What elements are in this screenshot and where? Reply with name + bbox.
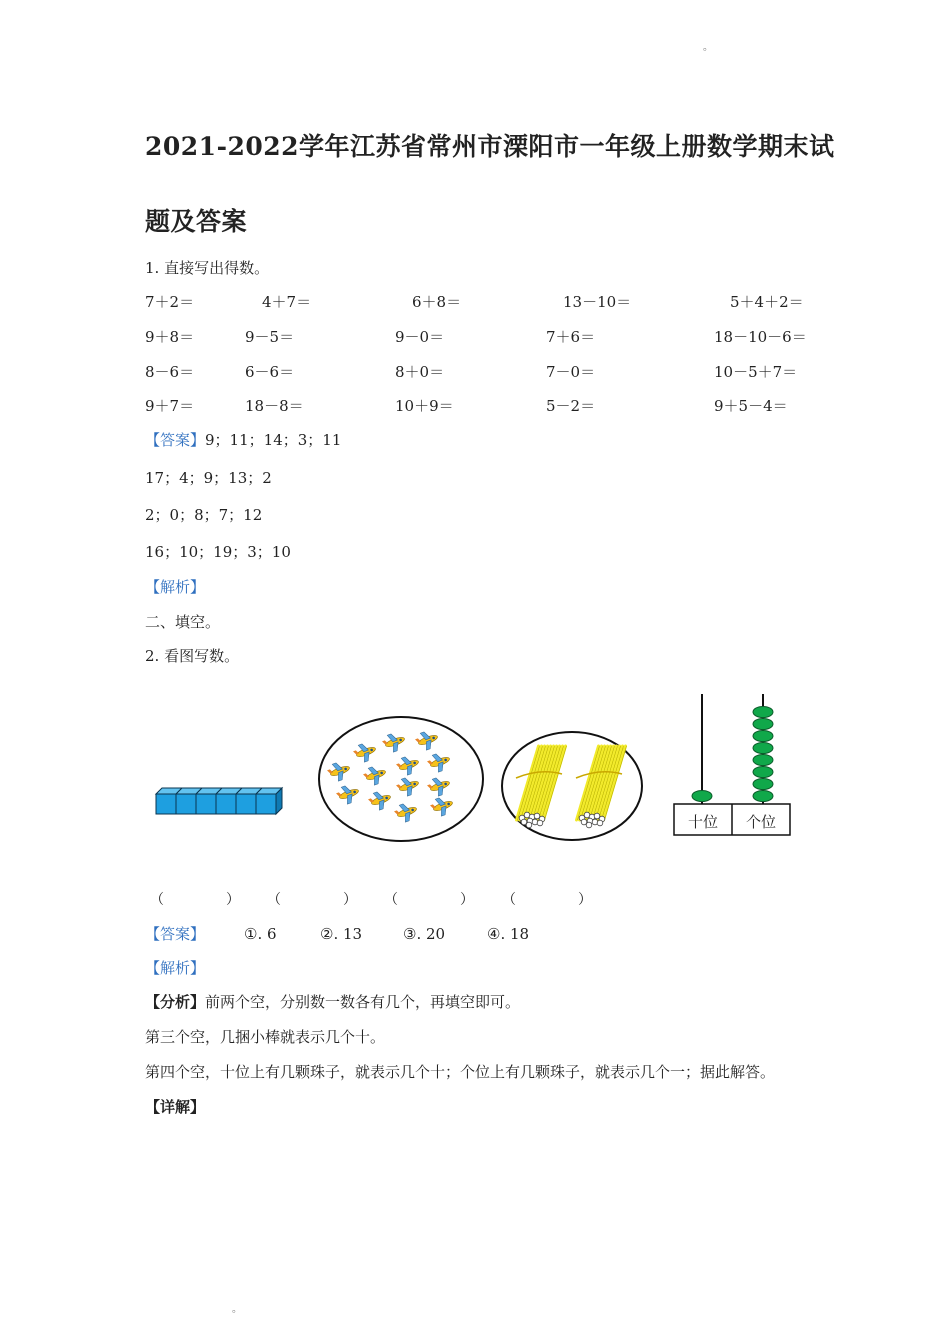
q1-expr: 5＋4＋2＝ — [730, 293, 804, 311]
abacus-bead — [753, 791, 773, 802]
q1-expr: 9＋8＝ — [145, 328, 195, 346]
page-title-line1: 2021-2022学年江苏省常州市溧阳市一年级上册数学期末试 — [145, 132, 835, 161]
q1-expr: 10－5＋7＝ — [714, 363, 798, 381]
blank-close: ） — [578, 892, 592, 908]
abacus-tens-label: 十位 — [687, 813, 718, 831]
header-mark: 。 — [703, 42, 713, 53]
q1-expr: 7＋2＝ — [145, 293, 195, 311]
detail-label: 【详解】 — [145, 1098, 206, 1116]
q2-answer-item: ②. 13 — [320, 925, 363, 943]
q2-answer-label: 【答案】 — [145, 925, 206, 943]
answer-line: 2；0；8；7；12 — [145, 506, 263, 524]
q1-expr: 7＋6＝ — [546, 328, 596, 346]
q2-answer-item: ④. 18 — [487, 925, 530, 943]
answer-blank-3[interactable] — [384, 889, 474, 909]
q1-heading: 1. 直接写出得数。 — [145, 259, 270, 277]
q2-explain-line: 第四个空，十位上有几颗珠子，就表示几个十；个位上有几颗珠子，就表示几个一；据此解答。 — [145, 1063, 776, 1081]
abacus-bead — [753, 767, 773, 778]
q1-expr: 9＋5－4＝ — [714, 397, 788, 415]
blank-open: （ — [150, 892, 164, 908]
q1-expr: 18－8＝ — [245, 397, 304, 415]
cube-group — [156, 788, 282, 814]
ones-beads — [753, 707, 773, 802]
answer-label: 【答案】 — [145, 431, 206, 449]
q2-explain-line: 第三个空，几捆小棒就表示几个十。 — [145, 1028, 386, 1046]
q1-expr: 9＋7＝ — [145, 397, 195, 415]
blank-close: ） — [460, 892, 474, 908]
tens-beads — [692, 791, 712, 802]
q1-expr: 4＋7＝ — [262, 293, 312, 311]
q1-answer — [145, 430, 341, 450]
fenxi-text: 前两个空，分别数一数各有几个，再填空即可。 — [205, 993, 521, 1011]
q1-expr: 8＋0＝ — [395, 363, 445, 381]
answer-line: 9；11；14；3；11 — [205, 431, 342, 449]
answer-blank-2[interactable] — [267, 889, 357, 909]
answer-line: 16；10；19；3；10 — [145, 543, 291, 561]
q1-expr: 7－0＝ — [546, 363, 596, 381]
q2-heading: 2. 看图写数。 — [145, 647, 240, 665]
answer-blank-4[interactable] — [502, 889, 592, 909]
q1-expr: 6＋8＝ — [412, 293, 462, 311]
planes-figure — [316, 714, 486, 844]
abacus-bead — [753, 707, 773, 718]
q1-expr: 18－10－6＝ — [714, 328, 807, 346]
blank-open: （ — [267, 892, 281, 908]
footer-mark: 。 — [232, 1304, 242, 1315]
q2-analysis-label: 【解析】 — [145, 959, 206, 977]
fenxi-label: 【分析】 — [145, 993, 206, 1011]
q1-expr: 8－6＝ — [145, 363, 195, 381]
q2-answer-item: ①. 6 — [244, 925, 277, 943]
answer-blank-1[interactable] — [150, 889, 240, 909]
analysis-label: 【解析】 — [145, 578, 206, 596]
section-heading: 二、填空。 — [145, 613, 221, 631]
abacus-bead — [753, 755, 773, 766]
answer-line: 17；4；9；13；2 — [145, 469, 272, 487]
abacus-bead — [753, 731, 773, 742]
q2-answer-item: ③. 20 — [403, 925, 446, 943]
abacus-ones-label: 个位 — [745, 813, 776, 831]
q1-expr: 13－10＝ — [563, 293, 632, 311]
q1-expr: 9－0＝ — [395, 328, 445, 346]
abacus-bead — [753, 743, 773, 754]
q1-expr: 5－2＝ — [546, 397, 596, 415]
blank-close: ） — [226, 892, 240, 908]
blank-close: ） — [343, 892, 357, 908]
cube-row-figure — [150, 780, 290, 820]
abacus-bead — [753, 719, 773, 730]
q2-fenxi — [145, 992, 520, 1012]
q1-expr: 10＋9＝ — [395, 397, 454, 415]
planes-ellipse — [319, 717, 483, 841]
q1-expr: 6－6＝ — [245, 363, 295, 381]
abacus-bead — [753, 779, 773, 790]
bundles-figure — [500, 730, 645, 842]
abacus-bead — [692, 791, 712, 802]
blank-open: （ — [384, 892, 398, 908]
q1-expr: 9－5＝ — [245, 328, 295, 346]
blank-open: （ — [502, 892, 516, 908]
page-title-line2: 题及答案 — [145, 207, 248, 236]
